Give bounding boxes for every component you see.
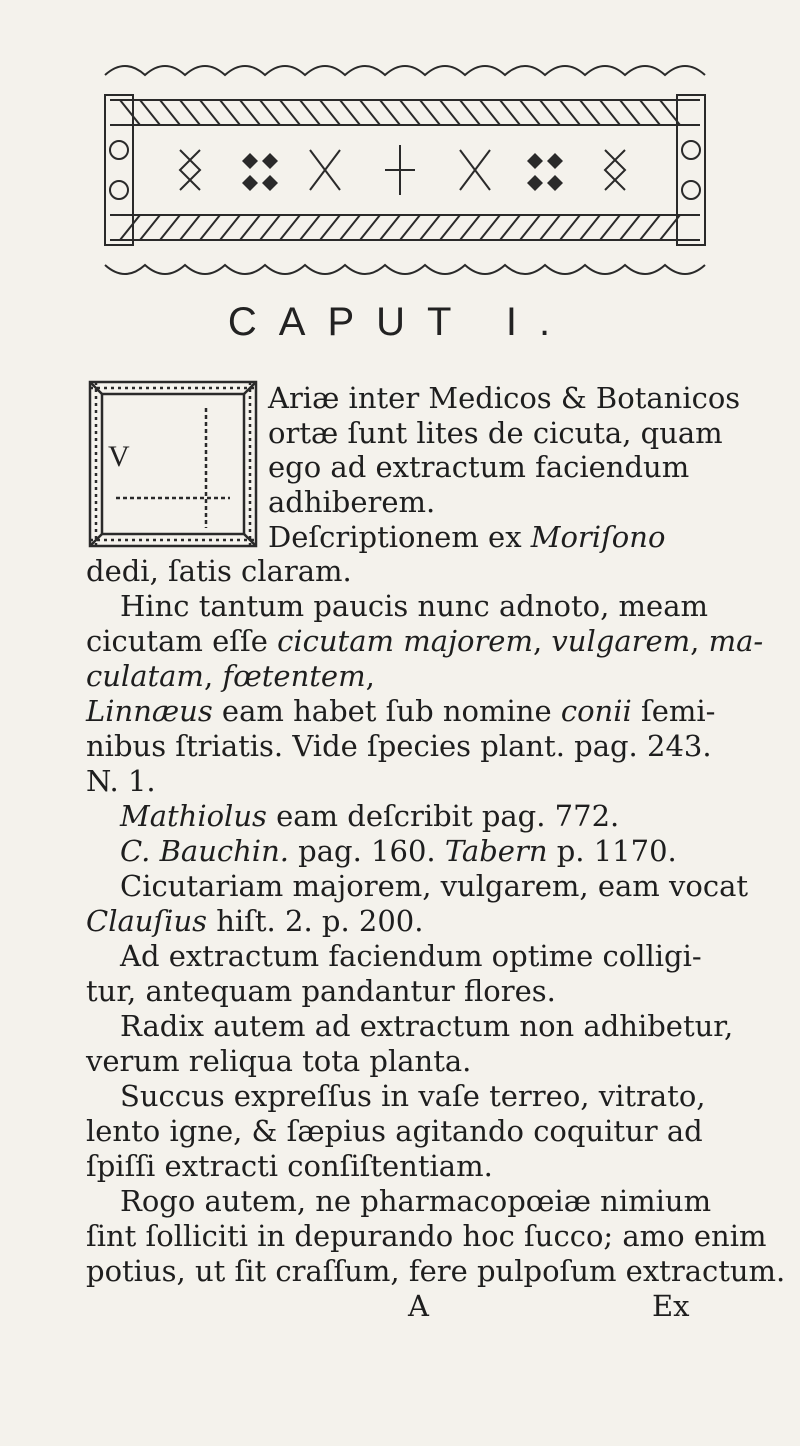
text-line: potius, ut ſit craſſum, fere pulpoſum extractum. [86,1254,786,1288]
text-line: adhiberem. [268,485,436,519]
text-line: culatam, fœtentem, [86,659,375,693]
text-line: cicutam eſſe cicutam majorem, vulgarem, ma- [86,624,764,658]
text-line: Hinc tantum paucis nunc adnoto, meam [120,589,709,623]
text-line: ortæ ſunt lites de cicuta, quam [268,416,723,450]
text-line: Rogo autem, ne pharmacopœiæ nimium [120,1184,712,1218]
text-line: nibus ſtriatis. Vide ſpecies plant. pag. 243. [86,729,712,763]
text-line: C. Bauchin. pag. 160. Tabern p. 1170. [120,834,677,868]
text-line: N. 1. [86,764,156,798]
text-line: lento igne, & ſæpius agitando coquitur ad [86,1114,703,1148]
ornamental-headpiece [100,55,710,285]
text-line: Succus expreſſus in vaſe terreo, vitrato, [120,1079,706,1113]
text-line: Linnæus eam habet ſub nomine conii ſemi- [86,694,716,728]
text-line: Ariæ inter Medicos & Botanicos [268,381,741,415]
text-line: dedi, ſatis claram. [86,554,352,588]
text-line: ſpiſſi extracti conſiſtentiam. [86,1149,493,1183]
text-line: Mathiolus eam deſcribit pag. 772. [120,799,620,833]
text-line: ego ad extractum faciendum [268,450,690,484]
text-line: Clauſius hiſt. 2. p. 200. [86,904,424,938]
text-line: Cicutariam majorem, vulgarem, eam vocat [120,869,749,903]
catchword: Ex [652,1289,690,1323]
text-line: ſint ſolliciti in depurando hoc ſucco; amo enim [86,1219,767,1253]
drop-cap-letter: V [108,440,130,473]
text-line: tur, antequam pandantur flores. [86,974,556,1008]
text-line: verum reliqua tota planta. [86,1044,472,1078]
signature-mark: A [408,1289,429,1323]
text-line: Ad extractum faciendum optime colligi- [120,939,702,973]
chapter-heading: CAPUT I. [227,300,573,344]
text-line: Deſcriptionem ex Moriſono [268,520,666,554]
text-line: Radix autem ad extractum non adhibetur, [120,1009,734,1043]
